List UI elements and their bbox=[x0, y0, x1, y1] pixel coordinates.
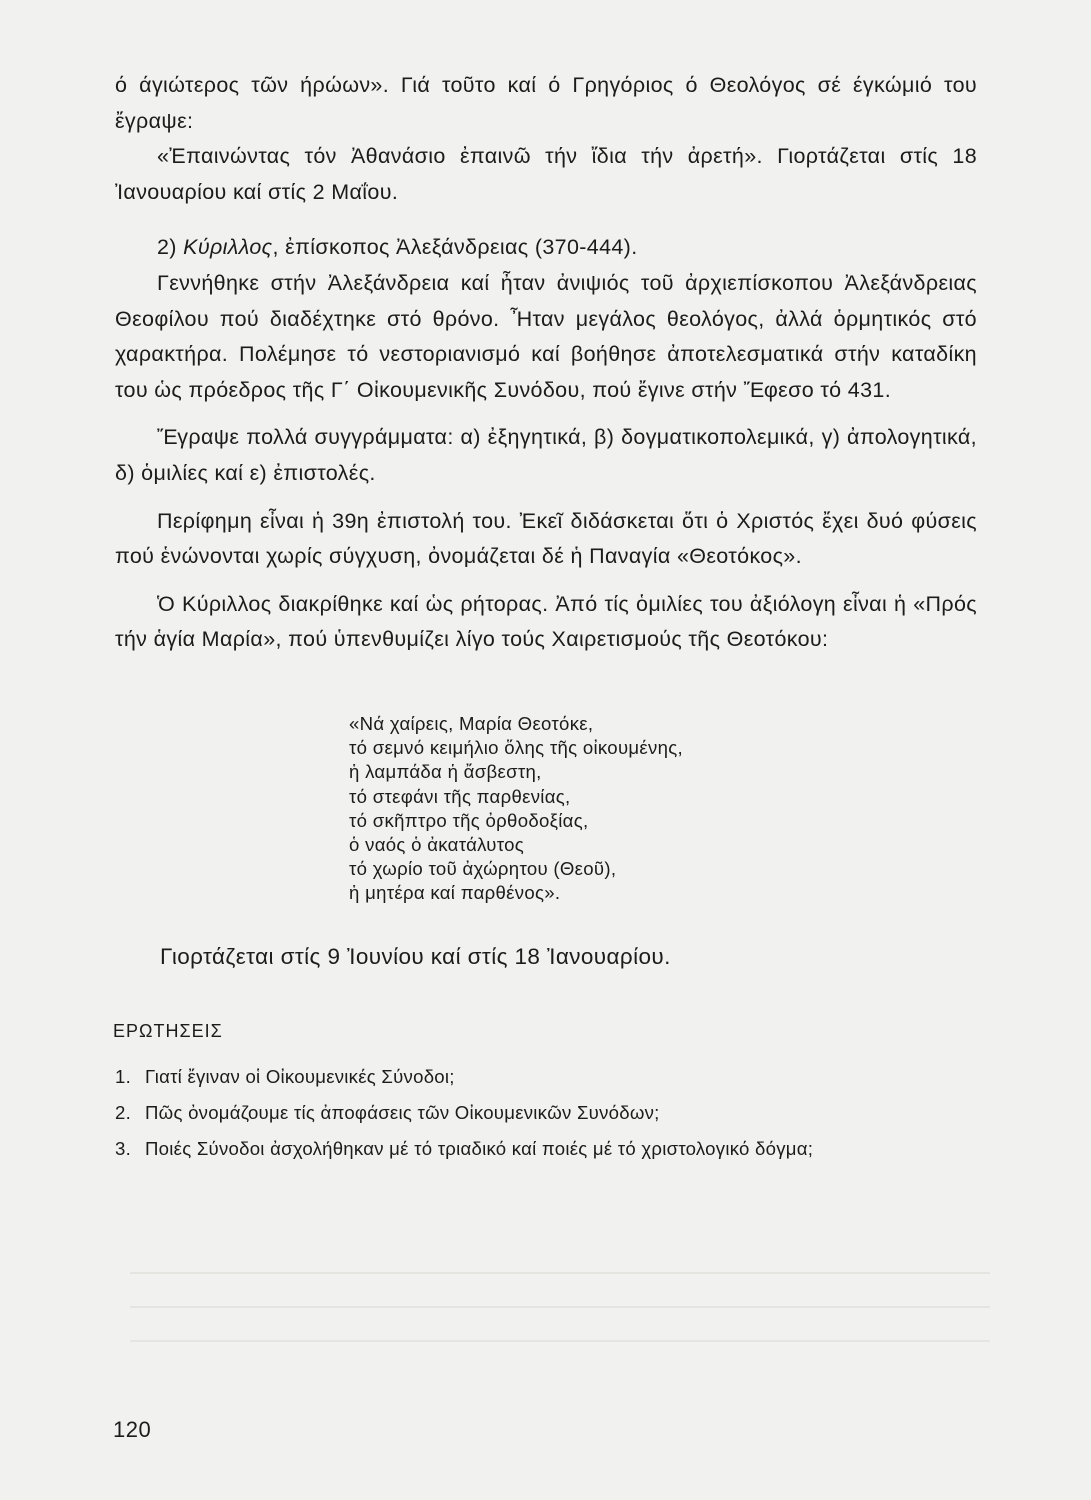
poem-line: τό στεφάνι τῆς παρθενίας, bbox=[349, 785, 571, 807]
section-heading-cyril bbox=[115, 230, 977, 266]
paragraph-39th-letter: Περίφημη εἶναι ἡ 39η ἐπιστολή του. Ἐκεῖ διδάσκεται ὅτι ὁ Χριστός ἔχει δυό φύσεις πού ἑνώνονται χωρίς σύγχυση, ὀνομάζεται δέ ἡ Παναγία «Θεοτόκος». bbox=[115, 508, 977, 569]
question-item bbox=[115, 1096, 990, 1130]
question-number: 2. bbox=[115, 1102, 132, 1123]
section-number: 2) bbox=[157, 235, 184, 260]
paragraph-rhetor: Ὁ Κύριλλος διακρίθηκε καί ὡς ρήτορας. Ἀπό τίς ὁμιλίες του ἀξιόλογη εἶναι ἡ «Πρός τήν ἁγία Μαρία», πού ὑπενθυμίζει λίγο τούς Χαιρετισμούς τῆς Θεοτόκου: bbox=[115, 591, 977, 652]
question-number: 3. bbox=[115, 1138, 132, 1159]
paragraph-cyril-writings: Ἔγραψε πολλά συγγράμματα: α) ἐξηγητικά, β) δογματικοπολεμικά, γ) ἀπολογητικά, δ) ὁμιλίες καί ε) ἐπιστολές. bbox=[115, 425, 977, 485]
poem-quote bbox=[349, 712, 683, 906]
question-number: 1. bbox=[115, 1066, 132, 1087]
poem-line: τό χωρίο τοῦ ἀχώρητου (Θεοῦ), bbox=[349, 858, 617, 880]
poem-line: τό σεμνό κειμήλιο ὅλης τῆς οἰκουμένης, bbox=[349, 737, 683, 759]
question-text: Ποιές Σύνοδοι ἀσχολήθηκαν μέ τό τριαδικό καί ποιές μέ τό χριστολογικό δόγμα; bbox=[145, 1138, 814, 1159]
poem-line: ὁ ναός ὁ ἀκατάλυτος bbox=[349, 834, 525, 856]
question-item bbox=[115, 1132, 990, 1166]
paragraph-athanasius-end: ό άγιώτερος τῶν ήρώων». Γιά τοῦτο καί ό Γρηγόριος ό Θεολόγος σέ έγκώμιό του ἔγραψε: bbox=[115, 73, 977, 133]
question-text: Πῶς ὀνομάζουμε τίς ἀποφάσεις τῶν Οἰκουμενικῶν Συνόδων; bbox=[145, 1102, 660, 1123]
section-heading-rest: , ἐπίσκοπος Ἀλεξάνδρειας (370-444). bbox=[272, 235, 638, 260]
page-number: 120 bbox=[113, 1417, 152, 1442]
paragraph-cyril-biography: Γεννήθηκε στήν Ἀλεξάνδρεια καί ἦταν ἀνιψιός τοῦ ἀρχιεπίσκοπου Ἀλεξάνδρειας Θεοφίλου πού διαδέχτηκε στό θρόνο. Ἦταν μεγάλος θεολόγος, ἀλλά ὁρμητικός στό χαρακτήρα. Πολέμησε τό νεστοριανισμό καί βοήθησε ἀποτελεσματικά στήν καταδίκη του ὡς πρόεδρος τῆς Γ΄ Οἰκουμενικῆς Συνόδου, πού ἔγινε στήν Ἔφεσο τό 431. bbox=[115, 270, 977, 402]
poem-line: τό σκῆπτρο τῆς ὀρθοδοξίας, bbox=[349, 809, 589, 831]
poem-line: «Νά χαίρεις, Μαρία Θεοτόκε, bbox=[349, 713, 594, 734]
saint-name: Κύριλλος bbox=[183, 235, 273, 260]
question-item bbox=[115, 1060, 990, 1094]
questions-heading: ΕΡΩΤΗΣΕΙΣ bbox=[113, 1021, 223, 1041]
main-text bbox=[115, 68, 977, 658]
poem-line: ἡ μητέρα καί παρθένος». bbox=[349, 882, 561, 904]
paragraph-gregory-quote: «Ἐπαινώντας τόν Ἀθανάσιο ἐπαινῶ τήν ἴδια τήν ἀρετή». Γιορτάζεται στίς 18 Ἰανουαρίου καί στίς 2 Μαΐου. bbox=[115, 144, 977, 204]
show-through-line bbox=[130, 1340, 990, 1342]
show-through-line bbox=[130, 1272, 990, 1274]
feast-days: Γιορτάζεται στίς 9 Ἰουνίου καί στίς 18 Ἰανουαρίου. bbox=[160, 944, 671, 969]
show-through-line bbox=[130, 1306, 990, 1308]
poem-line: ἡ λαμπάδα ἡ ἄσβεστη, bbox=[349, 761, 542, 783]
questions-list bbox=[115, 1060, 990, 1168]
question-text: Γιατί ἔγιναν οἱ Οἰκουμενικές Σύνοδοι; bbox=[145, 1066, 455, 1087]
